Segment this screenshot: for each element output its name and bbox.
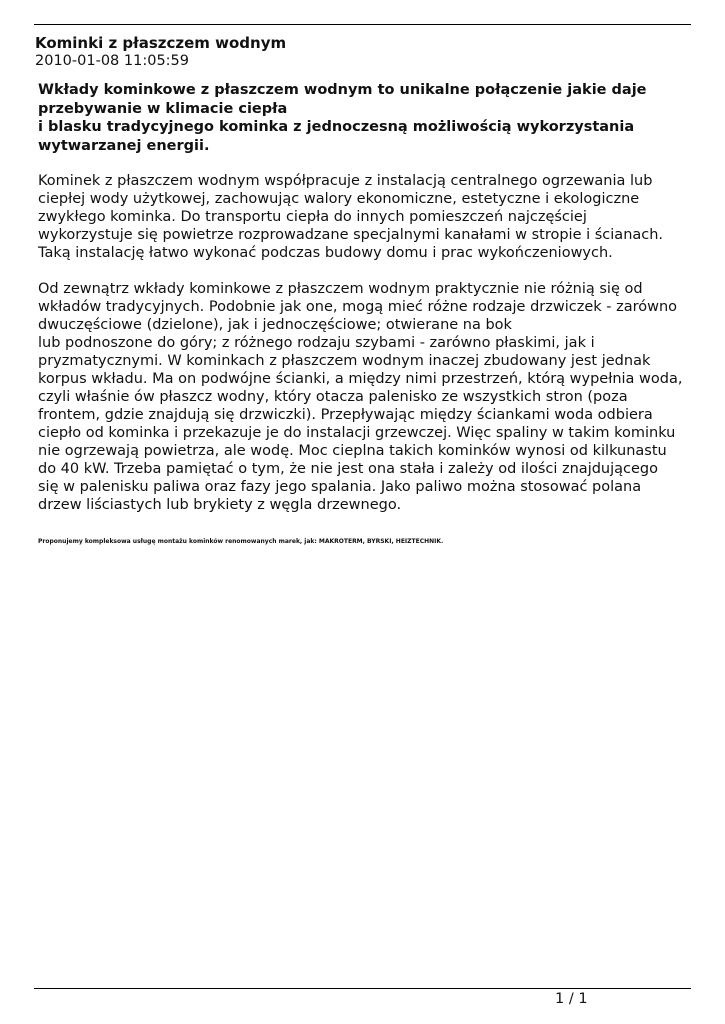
paragraph-line: wkładów tradycyjnych. Podobnie jak one, mogą mieć różne rodzaje drzwiczek - zarówno <box>38 299 678 315</box>
paragraph-line: lub podnoszone do góry; z różnego rodzaju szybami - zarówno płaskimi, jak i <box>38 335 595 351</box>
paragraph-line: do 40 kW. Trzeba pamiętać o tym, że nie jest ona stała i zależy od ilości znajdującego <box>38 461 658 477</box>
paragraph-line: czyli właśnie ów płaszcz wodny, który otacza palenisko ze wszystkich stron (poza <box>38 389 628 405</box>
paragraph-line: drzew liściastych lub brykiety z węgla drzewnego. <box>38 497 402 513</box>
paragraph-line: wykorzystuje się powietrze rozprowadzane specjalnymi kanałami w stropie i ścianach. <box>38 227 664 243</box>
paragraph-line: Od zewnątrz wkłady kominkowe z płaszczem wodnym praktycznie nie różnią się od <box>38 281 643 297</box>
lead-line: Wkłady kominkowe z płaszczem wodnym to unikalne połączenie jakie daje <box>38 82 647 98</box>
article-body <box>38 81 698 546</box>
body-paragraph-2 <box>38 280 698 514</box>
bottom-divider <box>34 988 691 989</box>
paragraph-line: korpus wkładu. Ma on podwójne ścianki, a między nimi przestrzeń, którą wypełnia woda, <box>38 371 683 387</box>
lead-line: przebywanie w klimacie ciepła <box>38 100 288 117</box>
paragraph-line: Kominek z płaszczem wodnym współpracuje z instalacją centralnego ogrzewania lub <box>38 173 653 189</box>
paragraph-line: się w palenisku paliwa oraz fazy jego spalania. Jako paliwo można stosować polana <box>38 479 642 495</box>
paragraph-line: zwykłego kominka. Do transportu ciepła do innych pomieszczeń najczęściej <box>38 209 587 225</box>
paragraph-line: dwuczęściowe (dzielone), jak i jednoczęściowe; otwierane na bok <box>38 317 512 333</box>
paragraph-line: nie ogrzewają powietrza, ale wodę. Moc cieplna takich kominków wynosi od kilkunastu <box>38 443 667 459</box>
page-title: Kominki z płaszczem wodnym <box>35 34 287 52</box>
body-paragraph-1 <box>38 172 698 262</box>
paragraph-line: pryzmatycznymi. W kominkach z płaszczem wodnym inaczej zbudowany jest jednak <box>38 353 651 369</box>
paragraph-line: Taką instalację łatwo wykonać podczas budowy domu i prac wykończeniowych. <box>38 245 613 261</box>
top-divider <box>34 24 691 25</box>
lead-line: wytwarzanej energii. <box>38 137 210 154</box>
footnote: Proponujemy kompleksowa usługę montażu kominków renomowanych marek, jak: MAKROTERM, BYRSKI, HEIZTECHNIK. <box>38 538 444 545</box>
lead-line: i blasku tradycyjnego kominka z jednoczesną możliwością wykorzystania <box>38 119 635 135</box>
lead-paragraph <box>38 81 698 155</box>
page-number: 1 / 1 <box>555 991 588 1007</box>
publish-date: 2010-01-08 11:05:59 <box>35 53 189 69</box>
paragraph-line: frontem, gdzie znajdują się drzwiczki). Przepływając między ściankami woda odbiera <box>38 407 653 423</box>
paragraph-line: ciepłej wody użytkowej, zachowując walory ekonomiczne, estetyczne i ekologiczne <box>38 191 640 207</box>
paragraph-line: ciepło od kominka i przekazuje je do instalacji grzewczej. Więc spaliny w takim kominku <box>38 425 676 441</box>
